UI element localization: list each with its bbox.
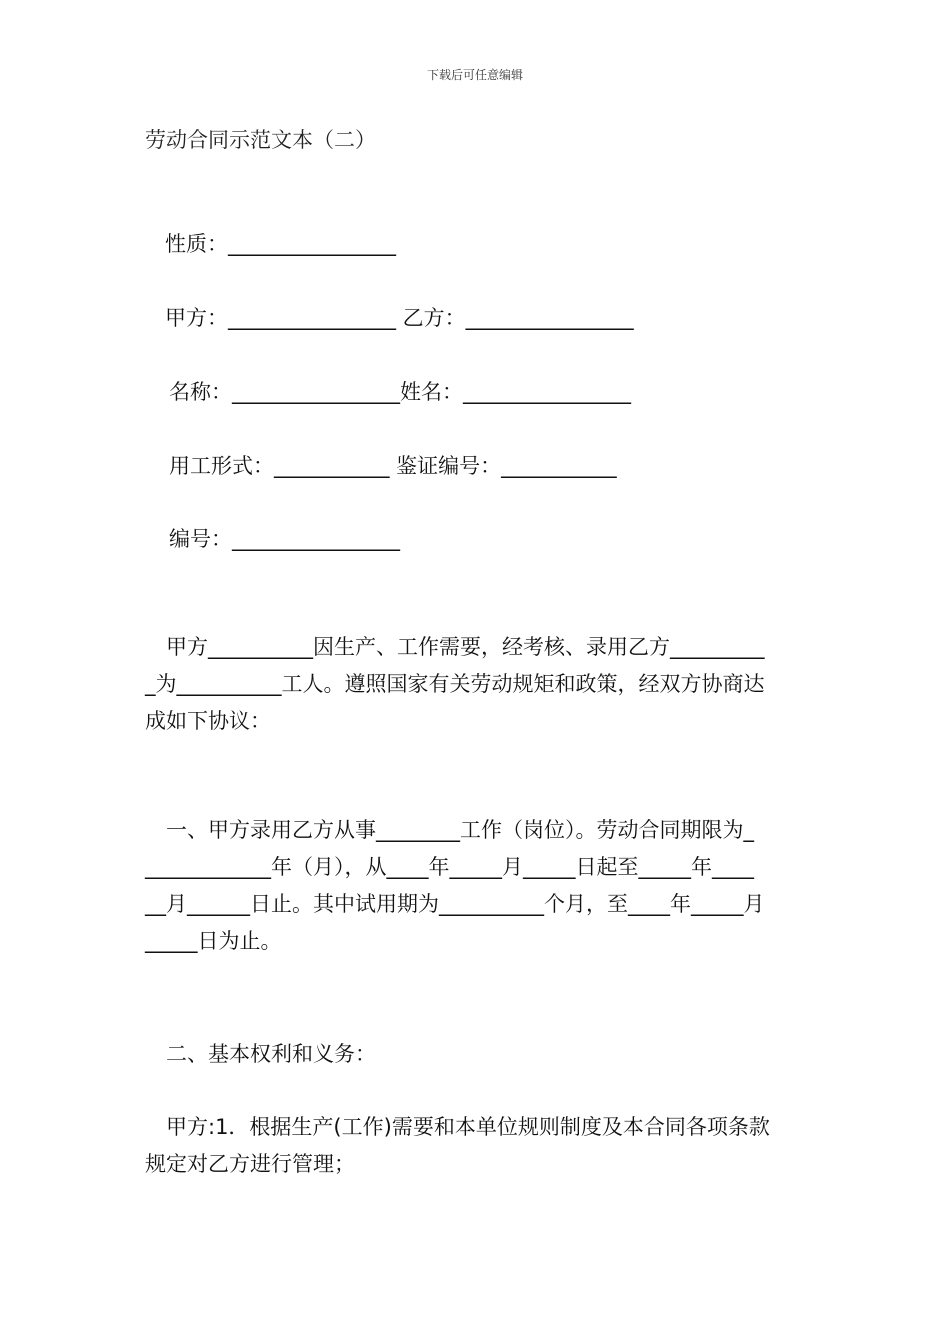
clause-1-paragraph bbox=[145, 812, 810, 960]
document-title: 劳动合同示范文本（二） bbox=[145, 128, 376, 152]
field-nature: 性质：________________ bbox=[165, 232, 396, 256]
intro-line-1: 甲方__________因生产、工作需要，经考核、录用乙方_________ bbox=[145, 635, 765, 659]
clause-1-line-3: __月______日止。其中试用期为__________个月，至____年_____月 bbox=[145, 892, 765, 916]
clause-1-line-4: _____日为止。 bbox=[145, 929, 282, 953]
intro-paragraph bbox=[145, 629, 810, 740]
clause-1-line-1: 一、甲方录用乙方从事________工作（岗位）。劳动合同期限为_ bbox=[145, 818, 754, 842]
clause-2-heading bbox=[145, 1036, 810, 1073]
intro-line-3: 成如下协议： bbox=[145, 709, 271, 733]
clause-2-line-1: 甲方:1．根据生产(工作)需要和本单位规则制度及本合同各项条款 bbox=[145, 1115, 770, 1139]
field-parties: 甲方：________________ 乙方：________________ bbox=[165, 306, 634, 330]
field-names: 名称：________________姓名：________________ bbox=[169, 380, 631, 404]
clause-1-line-2: ____________年（月），从____年_____月_____日起至_____年____ bbox=[145, 855, 754, 879]
header-note: 下载后可任意编辑 bbox=[426, 68, 523, 82]
clause-2-line-2: 规定对乙方进行管理； bbox=[145, 1152, 355, 1176]
field-employment: 用工形式：___________ 鉴证编号：___________ bbox=[169, 454, 617, 478]
clause-2-heading-text: 二、基本权利和义务： bbox=[145, 1042, 376, 1066]
field-number: 编号：________________ bbox=[169, 527, 400, 551]
intro-line-2: _为__________工人。遵照国家有关劳动规矩和政策，经双方协商达 bbox=[145, 672, 765, 696]
clause-2-paragraph bbox=[145, 1109, 810, 1183]
